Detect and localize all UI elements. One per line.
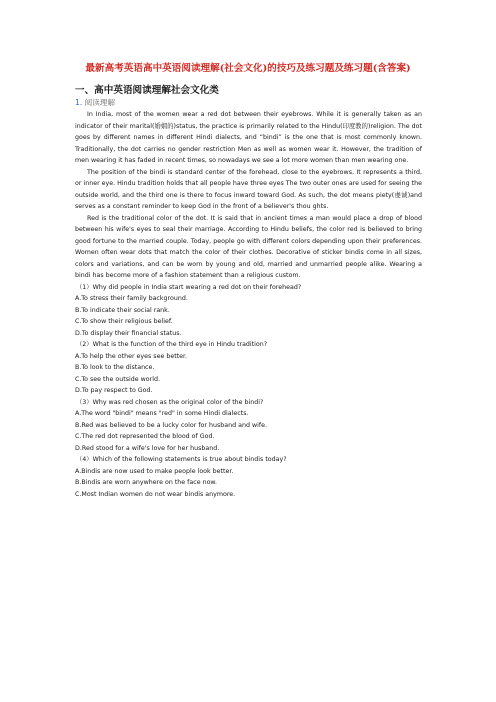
answer-option: A.To help the other eyes see better. [75,352,188,360]
answer-option: C.The red dot represented the blood of God. [75,433,215,440]
document-title: 最新高考英语高中英语阅读理解(社会文化)的技巧及练习题及练习题(含答案) [85,63,411,74]
passage-body [75,109,422,500]
question-stem: （4）Which of the following statements is true about bindis today? [76,456,287,463]
answer-option: A.To stress their family background. [75,295,188,302]
question-stem: （1）Why did people in India start wearing a red dot on their forehead? [76,283,302,291]
question-stem: （3）Why was red chosen as the original color of the bindi? [76,398,264,406]
answer-option: C.To see the outside world. [75,375,160,383]
passage-paragraph: In India, most of the women wear a red dot between their eyebrows. While it is generally taken as an indicator of their marital(婚姻的)status, the practice is primarily related to the Hindu(印度教的)religion. The dot goes by different names in different Hindi dialects, and “bindi” is the one that is most commonly known. Traditionally, the dot carries no gender restriction Men as well as women wear it. However, the tradition of men wearing it has faded in recent times, so nowadays we see a lot more women than men wearing one. [75,111,422,164]
answer-option: D.Red stood for a wife's love for her husband. [75,444,220,452]
item-heading [75,97,115,108]
passage-paragraph: The position of the bindi is standard center of the forehead, close to the eyebrows. It represents a third, or inner eye. Hindu tradition holds that all people have three eyes The two outer ones are used for seeing the outside world, and the third one is there to focus inward toward God. As such, the dot means piety(虔诚)and serves as a constant reminder to keep God in the front of a believer's thou ghts. [75,168,422,210]
answer-option: B.To look to the distance. [75,364,155,371]
question-stem: （2）What is the function of the third eye in Hindu tradition? [76,341,268,348]
item-label: 阅读理解 [84,98,116,107]
answer-option: C.Most Indian women do not wear bindis anymore. [75,490,236,498]
answer-option: D.To display their financial status. [75,329,182,337]
section-heading: 一、高中英语阅读理解社会文化类 [75,85,219,96]
answer-option: D.To pay respect to God. [75,387,153,394]
answer-option: A.The word "bindi" means "red" in some Hindi dialects. [75,410,249,417]
answer-option: B.To indicate their social rank. [75,306,170,314]
answer-option: B.Bindis are worn anywhere on the face now. [75,479,217,486]
passage-paragraph: Red is the traditional color of the dot. It is said that in ancient times a man would place a drop of blood between his wife's eyes to seal their marriage. According to Hindu beliefs, the color red is believed to bring good fortune to the married couple. Today, people go with different colors depending upon their preferences. Women often wear dots that match the color of their clothes. Decorative of sticker bindis come in all sizes, colors and variations, and can be worn by young and old, married and unmarried people alike. Wearing a bindi has become more of a fashion statement than a religious custom. [75,214,422,279]
answer-option: B.Red was believed to be a lucky color for husband and wife. [75,421,267,429]
answer-option: A.Bindis are now used to make people look better. [75,467,234,475]
answer-option: C.To show their religious belief. [75,318,173,325]
item-number: 1. [75,98,83,107]
